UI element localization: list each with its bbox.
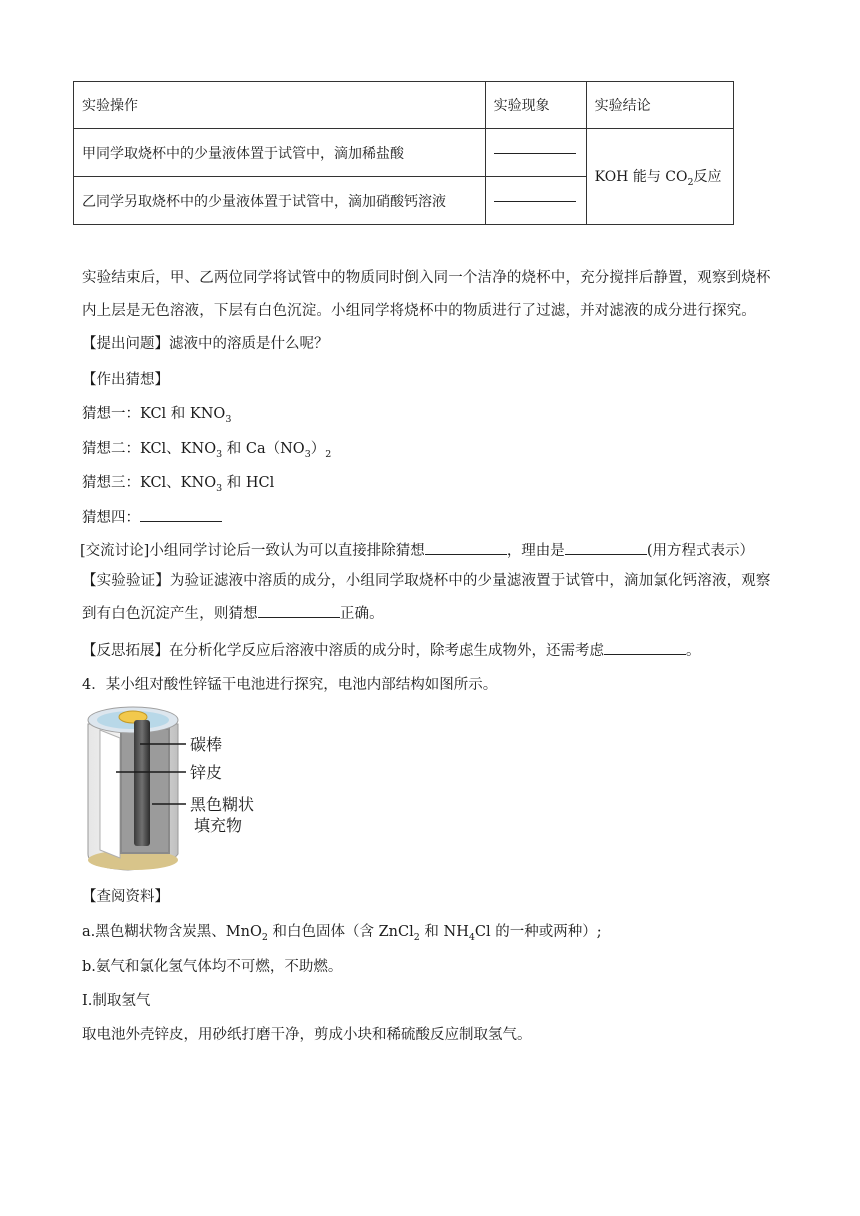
hypothesis-header: 【作出猜想】 bbox=[82, 372, 169, 388]
header-conclusion: 实验结论 bbox=[586, 82, 733, 129]
table-row bbox=[74, 129, 734, 177]
reference-header: 【查阅资料】 bbox=[82, 889, 169, 905]
guess-3: 猜想三：KCl、$KNO_3$ 和 HCl bbox=[82, 475, 275, 494]
reference-b: b.氨气和氯化氢气体均不可燃，不助燃。 bbox=[82, 959, 343, 975]
verify-paragraph: 【实验验证】为验证滤液中溶质的成分，小组同学取烧杯中的少量滤液置于试管中，滴加氯化钙溶液，观察到有白色沉淀产生，则猜想 正确。 bbox=[82, 573, 771, 622]
carbon-rod bbox=[134, 720, 150, 846]
guess4-blank[interactable] bbox=[140, 507, 222, 522]
paragraph-result: 实验结束后，甲、乙两位同学将试管中的物质同时倒入同一个洁净的烧杯中，充分搅拌后静置，观察到烧杯内上层是无色溶液，下层有白色沉淀。小组同学将烧杯中的物质进行了过滤，并对滤液的成分进行探究。 bbox=[82, 270, 771, 319]
reflect-blank[interactable] bbox=[604, 640, 686, 655]
section-1-title: Ⅰ.制取氢气 bbox=[82, 993, 151, 1009]
section-1-text: 取电池外壳锌皮，用砂纸打磨干净，剪成小块和稀硫酸反应制取氢气。 bbox=[82, 1027, 532, 1043]
verify-blank[interactable] bbox=[258, 603, 340, 618]
exclude-blank[interactable] bbox=[425, 540, 507, 555]
discussion-line: [交流讨论]小组同学讨论后一致认为可以直接排除猜想 ，理由是 (用方程式表示） bbox=[80, 540, 780, 561]
conclusion-cell: KOH 能与 $CO_2$反应 bbox=[586, 129, 733, 225]
battery-diagram bbox=[82, 700, 264, 875]
row1-operation: 甲同学取烧杯中的少量液体置于试管中，滴加稀盐酸 bbox=[74, 129, 486, 177]
guess-4: 猜想四： bbox=[82, 507, 782, 528]
cutaway-wall bbox=[100, 730, 120, 858]
guess-1: 猜想一：KCl 和 $KNO_3$ bbox=[82, 406, 232, 425]
guess-2: 猜想二：KCl、$KNO_3$ 和 $Ca(NO_3)_2$ bbox=[82, 441, 332, 460]
row2-operation: 乙同学另取烧杯中的少量液体置于试管中，滴加硝酸钙溶液 bbox=[74, 177, 486, 225]
row2-phenomenon-blank[interactable] bbox=[485, 177, 586, 225]
reflect-line: 【反思拓展】在分析化学反应后溶液中溶质的成分时，除考虑生成物外，还需考虑 。 bbox=[82, 640, 782, 661]
label-carbon-rod: 碳棒 bbox=[190, 735, 223, 754]
question-line: 【提出问题】滤液中的溶质是什么呢？ bbox=[82, 336, 329, 352]
experiment-table bbox=[73, 81, 734, 225]
reason-blank[interactable] bbox=[565, 540, 647, 555]
reference-a: a.黑色糊状物含炭黑、MnO$_2$ 和白色固体（含 ZnCl$_2$ 和 $NH_4Cl$ 的一种或两种）; bbox=[82, 924, 602, 943]
label-filler: 填充物 bbox=[194, 816, 243, 835]
label-black-paste: 黑色糊状 bbox=[190, 795, 255, 814]
table-header-row bbox=[74, 82, 734, 129]
row1-phenomenon-blank[interactable] bbox=[485, 129, 586, 177]
header-operation: 实验操作 bbox=[74, 82, 486, 129]
question-4: 4．某小组对酸性锌锰干电池进行探究，电池内部结构如图所示。 bbox=[82, 677, 498, 693]
label-zinc-skin: 锌皮 bbox=[190, 763, 223, 782]
header-phenomenon: 实验现象 bbox=[485, 82, 586, 129]
